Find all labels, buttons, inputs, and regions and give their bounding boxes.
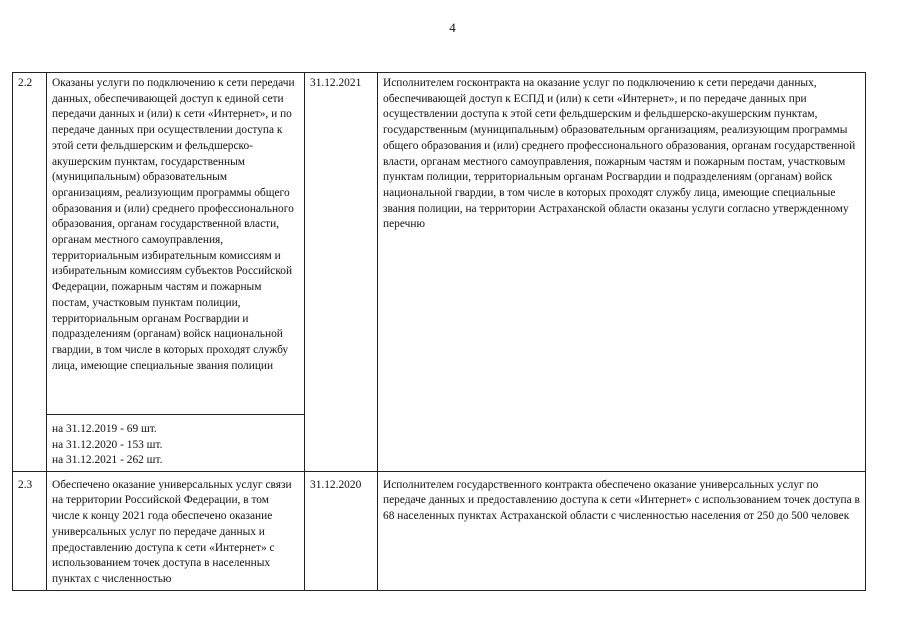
- row-number: 2.3: [13, 471, 47, 590]
- row-description: Обеспечено оказание универсальных услуг связи на территории Российской Федерации, в том числе к концу 2021 года обеспечено оказание универсальных услуг по передаче данных и предоставлению доступа к сети «Интернет» с использованием точек доступа в населенных пунктах с численностью: [47, 471, 305, 590]
- row-result: Исполнителем госконтракта на оказание услуг по подключению к сети передачи данных, обеспечивающей доступ к ЕСПД и (или) к сети «Интернет», и по передаче данных при осуществлении доступа к этой сети фельдшерским и фельдшерско-акушерским пунктам, государственным (муниципальным) образовательным организациям, реализующим программы общего образования и (или) среднего профессионального образования, органам государственной власти, органам местного самоуправления, пожарным частям и пожарным постам, участковым пунктам полиции, территориальным органам Росгвардии и подразделениям (органам) войск национальной гвардии, в том числе в которых проходят службу лица, имеющие специальные звания полиции, на территории Астраханской области оказаны услуги согласно утвержденному перечню: [378, 73, 866, 472]
- row-date: 31.12.2020: [305, 471, 378, 590]
- row-description: Оказаны услуги по подключению к сети передачи данных, обеспечивающей доступ к единой сети передачи данных и (или) к сети «Интернет», и по передаче данных при осуществлении доступа к этой сети фельдшерским и фельдшерско-акушерским пунктам, государственным (муниципальным) образовательным организациям, реализующим программы общего образования и (или) среднего профессионального образования, органам государственной власти, органам местного самоуправления, территориальным избирательным комиссиям и избирательным комиссиям субъектов Российской Федерации, пожарным частям и пожарным постам, участковым пунктам полиции, территориальным органам Росгвардии и подразделениям (органам) войск национальной гвардии, в том числе в которых проходят службу лица, имеющие специальные звания полиции: [47, 73, 305, 415]
- table-row: [13, 73, 866, 415]
- count-2019: на 31.12.2019 - 69 шт.: [52, 423, 157, 435]
- row-counts: [47, 415, 305, 472]
- row-number: 2.2: [13, 73, 47, 472]
- row-result: Исполнителем государственного контракта обеспечено оказание универсальных услуг по передаче данных и предоставлению доступа к сети «Интернет» с использованием точек доступа в 68 населенных пунктах Астраханской области с численностью населения от 250 до 500 человек: [378, 471, 866, 590]
- table-row: [13, 471, 866, 590]
- page-number: 4: [449, 20, 456, 35]
- count-2021: на 31.12.2021 - 262 шт.: [52, 454, 163, 467]
- row-date: 31.12.2021: [305, 73, 378, 472]
- report-table: [12, 72, 866, 591]
- count-2020: на 31.12.2020 - 153 шт.: [52, 438, 163, 451]
